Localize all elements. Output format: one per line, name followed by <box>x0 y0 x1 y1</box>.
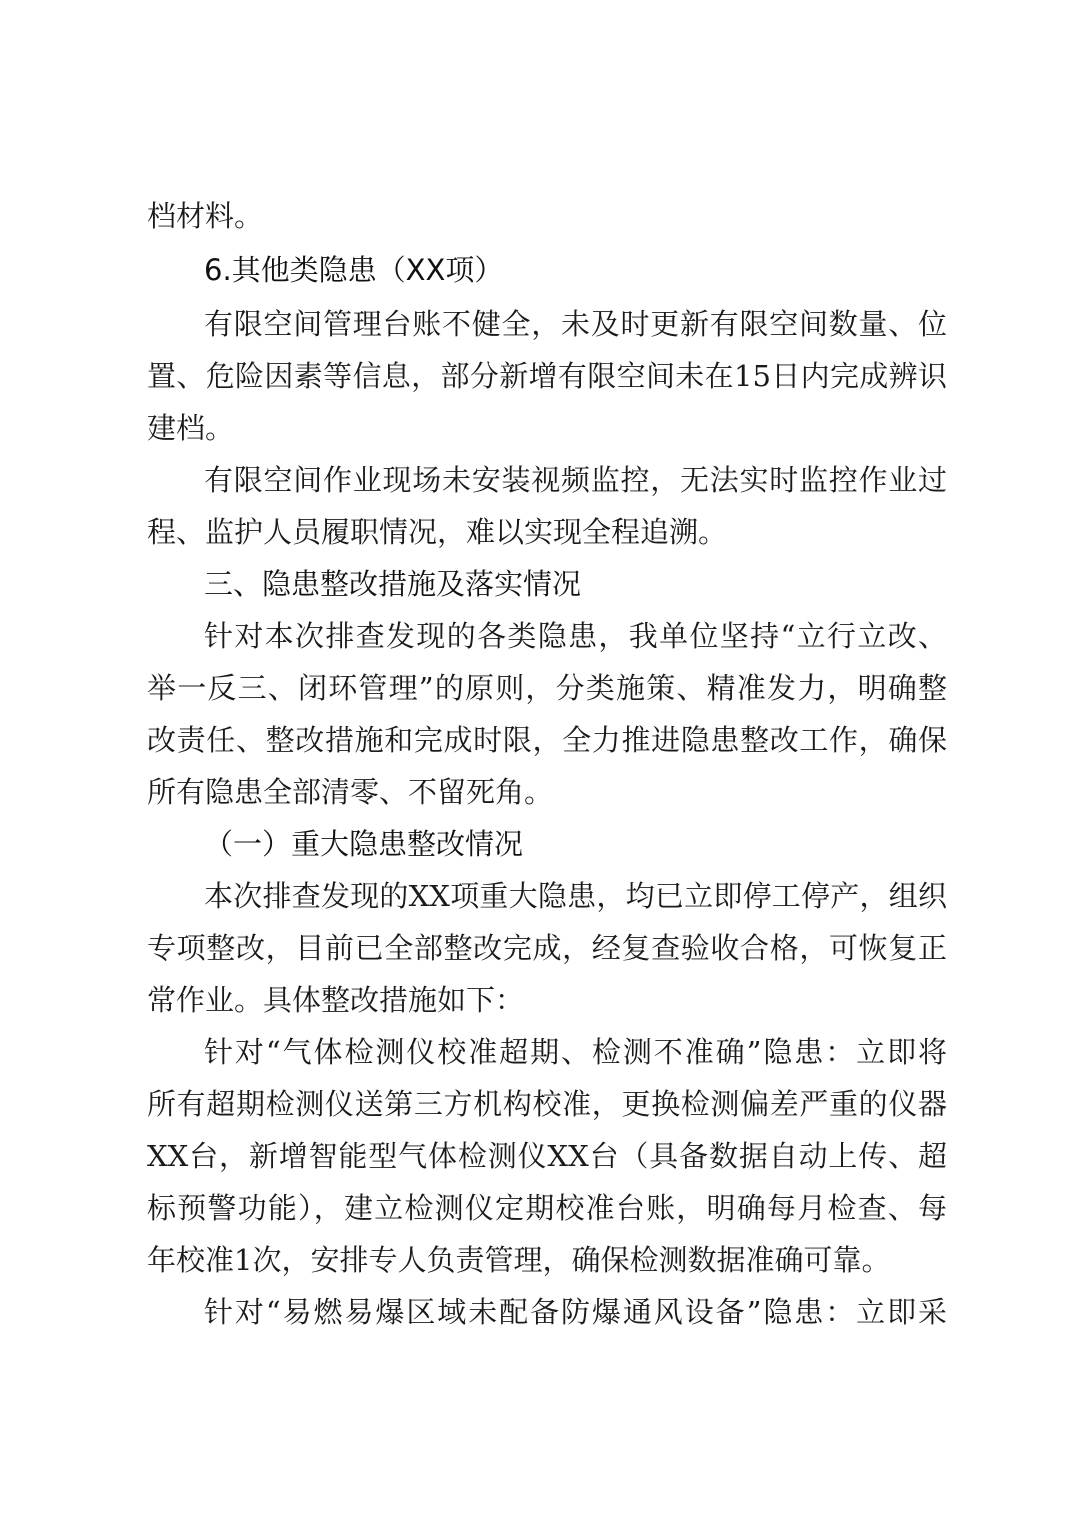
section-heading-other-hazards: 6.其他类隐患（XX项） <box>204 253 504 287</box>
paragraph-line: 举一反三、闭环管理”的原则，分类施策、精准发力，明确整 <box>147 671 947 705</box>
section-heading-rectification: 三、隐患整改措施及落实情况 <box>204 567 582 601</box>
paragraph-line: 改责任、整改措施和完成时限，全力推进隐患整改工作，确保 <box>147 723 947 757</box>
paragraph-line: 有限空间管理台账不健全，未及时更新有限空间数量、位 <box>204 307 947 341</box>
subsection-heading-major-hazards: （一）重大隐患整改情况 <box>204 827 524 861</box>
paragraph-line: 针对本次排查发现的各类隐患，我单位坚持“立行立改、 <box>204 619 947 653</box>
paragraph-line: 标预警功能），建立检测仪定期校准台账，明确每月检查、每 <box>147 1191 947 1225</box>
paragraph-line: 所有隐患全部清零、不留死角。 <box>147 775 554 809</box>
paragraph-line: 所有超期检测仪送第三方机构校准，更换检测偏差严重的仪器 <box>147 1087 947 1121</box>
paragraph-line: 专项整改，目前已全部整改完成，经复查验收合格，可恢复正 <box>147 931 947 965</box>
paragraph-line: 程、监护人员履职情况，难以实现全程追溯。 <box>147 515 728 549</box>
paragraph-line: 针对“气体检测仪校准超期、检测不准确”隐患：立即将 <box>204 1035 947 1069</box>
paragraph-continuation: 档材料。 <box>147 199 264 233</box>
paragraph-line: 置、危险因素等信息，部分新增有限空间未在15日内完成辨识 <box>147 359 947 393</box>
paragraph-line: 有限空间作业现场未安装视频监控，无法实时监控作业过 <box>204 463 947 497</box>
paragraph-line: 年校准1次，安排专人负责管理，确保检测数据准确可靠。 <box>147 1243 891 1277</box>
paragraph-line: XX台，新增智能型气体检测仪XX台（具备数据自动上传、超 <box>147 1139 947 1173</box>
paragraph-line: 针对“易燃易爆区域未配备防爆通风设备”隐患：立即采 <box>204 1295 947 1329</box>
paragraph-line: 本次排查发现的XX项重大隐患，均已立即停工停产，组织 <box>204 879 947 913</box>
paragraph-line: 建档。 <box>147 411 235 445</box>
paragraph-line: 常作业。具体整改措施如下： <box>147 983 525 1017</box>
